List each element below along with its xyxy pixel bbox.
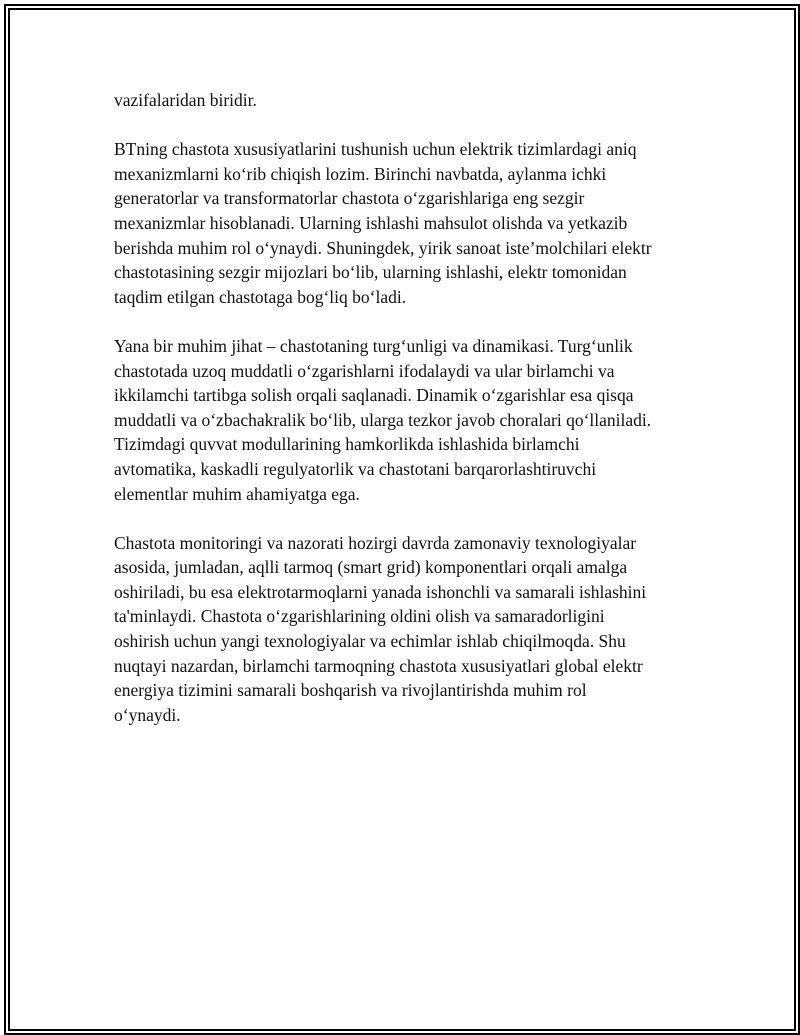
paragraph: vazifalaridan biridir. [114,90,257,110]
document-body [114,88,694,752]
paragraph: BTning chastota xususiyatlarini tushunish uchun elektrik tizimlardagi aniq mexanizmlarni ko‘rib chiqish lozim. Birinchi navbatda, aylanma ichki generatorlar va transformatorlar chastota o‘zgarishlariga eng sezgir mexanizmlar hisoblanadi. Ularning ishlashi mahsulot olishda va yetkazib berishda muhim rol o‘ynaydi. Shuningdek, yirik sanoat iste’molchilari elektr chastotasining sezgir mijozlari bo‘lib, ularning ishlashi, elektr tomonidan taqdim etilgan chastotaga bog‘liq bo‘ladi. [114,139,652,307]
paragraph: Chastota monitoringi va nazorati hozirgi davrda zamonaviy texnologiyalar asosida, jumladan, aqlli tarmoq (smart grid) komponentlari orqali amalga oshiriladi, bu esa elektrotarmoqlarni yanada ishonchli va samarali ishlashini ta'minlaydi. Chastota o‘zgarishlarining oldini olish va samaradorligini oshirish uchun yangi texnologiyalar va echimlar ishlab chiqilmoqda. Shu nuqtayi nazardan, birlamchi tarmoqning chastota xususiyatlari global elektr energiya tizimini samarali boshqarish va rivojlantirishda muhim rol o‘ynaydi. [114,532,647,725]
paragraph: Yana bir muhim jihat – chastotaning turg‘unligi va dinamikasi. Turg‘unlik chastotada uzoq muddatli o‘zgarishlarni ifodalaydi va ular birlamchi va ikkilamchi tartibga solish orqali saqlanadi. Dinamik o‘zgarishlar esa qisqa muddatli va o‘zbachakralik bo‘lib, ularga tezkor javob choralari qo‘llaniladi. Tizimdagi quvvat modullarining hamkorlikda ishlashida birlamchi avtomatika, kaskadli regulyatorlik va chastotani barqarorlashtiruvchi elementlar muhim ahamiyatga ega. [114,335,652,504]
